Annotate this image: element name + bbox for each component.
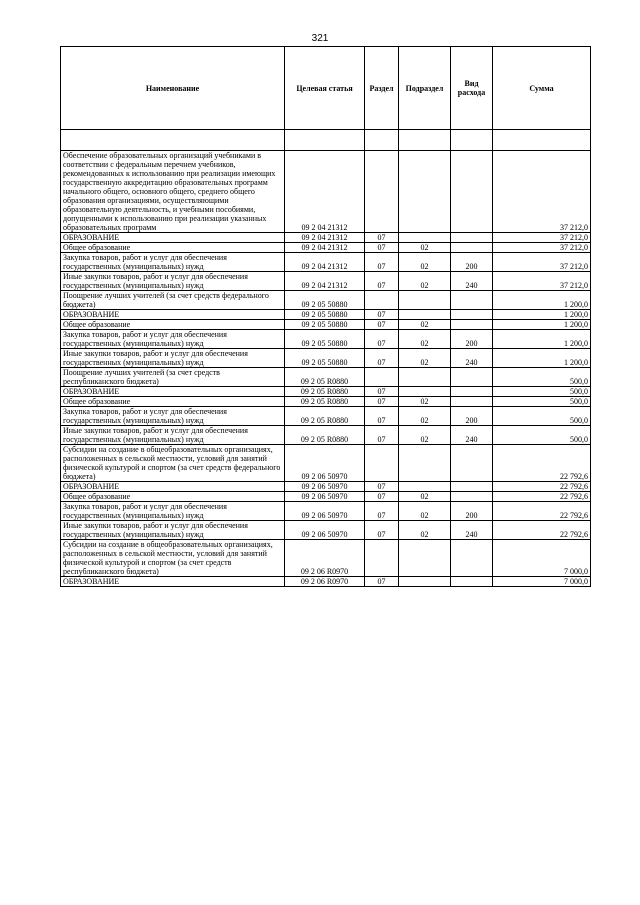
cell-subsection [399,291,451,310]
cell-expense-type: 240 [451,349,493,368]
cell-name: Закупка товаров, работ и услуг для обеспечения государственных (муниципальных) нужд [61,253,285,272]
cell-section: 07 [365,492,399,502]
cell-sum: 22 792,6 [493,502,591,521]
cell-section: 07 [365,310,399,320]
cell-target: 09 2 06 50970 [285,521,365,540]
cell-subsection: 02 [399,521,451,540]
cell-sum: 37 212,0 [493,272,591,291]
cell-expense-type: 200 [451,330,493,349]
cell-name: Закупка товаров, работ и услуг для обеспечения государственных (муниципальных) нужд [61,407,285,426]
cell-target: 09 2 04 21312 [285,151,365,233]
table-row [61,482,591,492]
cell-expense-type [451,482,493,492]
cell-name: Иные закупки товаров, работ и услуг для обеспечения государственных (муниципальных) нужд [61,272,285,291]
cell-section: 07 [365,407,399,426]
cell-target: 09 2 05 R0880 [285,368,365,387]
cell-expense-type: 240 [451,521,493,540]
cell-target: 09 2 05 50880 [285,310,365,320]
header-name: Наименование [61,47,285,130]
cell-section: 07 [365,397,399,407]
header-subsection: Подраздел [399,47,451,130]
table-row [61,502,591,521]
cell-name: Поощрение лучших учителей (за счет средств федерального бюджета) [61,291,285,310]
table-row [61,397,591,407]
cell-sum: 22 792,6 [493,482,591,492]
cell-section: 07 [365,253,399,272]
cell-name: Иные закупки товаров, работ и услуг для обеспечения государственных (муниципальных) нужд [61,426,285,445]
cell-target: 09 2 06 R0970 [285,577,365,587]
cell-name: ОБРАЗОВАНИЕ [61,577,285,587]
cell-target: 09 2 06 50970 [285,502,365,521]
cell-subsection: 02 [399,253,451,272]
cell-section: 07 [365,320,399,330]
cell-subsection: 02 [399,407,451,426]
cell-sum: 1 200,0 [493,349,591,368]
page-number: 321 [311,33,329,44]
cell-subsection: 02 [399,330,451,349]
cell-sum: 22 792,6 [493,492,591,502]
cell-target: 09 2 05 50880 [285,330,365,349]
table-row [61,272,591,291]
cell-sum: 22 792,6 [493,521,591,540]
table-row [61,320,591,330]
table-row [61,349,591,368]
spacer-row [61,130,591,151]
table-row [61,233,591,243]
cell-sum: 500,0 [493,397,591,407]
cell-subsection [399,482,451,492]
cell-sum: 37 212,0 [493,233,591,243]
cell-name: ОБРАЗОВАНИЕ [61,310,285,320]
cell-subsection [399,540,451,577]
cell-sum: 37 212,0 [493,151,591,233]
cell-section: 07 [365,577,399,587]
cell-expense-type [451,368,493,387]
cell-target: 09 2 05 R0880 [285,407,365,426]
cell-name: Субсидии на создание в общеобразовательных организациях, расположенных в сельской местности, условий для занятий физической культурой и спортом (за счет средств федерального бюджета) [61,445,285,482]
cell-section: 07 [365,233,399,243]
cell-target: 09 2 05 50880 [285,320,365,330]
cell-expense-type [451,445,493,482]
cell-section: 07 [365,272,399,291]
cell-name: Общее образование [61,397,285,407]
cell-target: 09 2 05 R0880 [285,426,365,445]
cell-subsection [399,368,451,387]
cell-sum: 500,0 [493,426,591,445]
cell-name: Иные закупки товаров, работ и услуг для обеспечения государственных (муниципальных) нужд [61,521,285,540]
cell-subsection [399,233,451,243]
cell-expense-type: 200 [451,502,493,521]
cell-target: 09 2 06 50970 [285,482,365,492]
cell-subsection: 02 [399,272,451,291]
cell-name: Поощрение лучших учителей (за счет средств республиканского бюджета) [61,368,285,387]
cell-subsection [399,310,451,320]
cell-sum: 1 200,0 [493,330,591,349]
cell-name: Обеспечение образовательных организаций учебниками в соответствии с федеральным перечнем учебников, рекомендованных к использованию при реализации имеющих государственную аккредитацию образовательных программ начального общего, основного общего, среднего общего образования организациями, осуществляющими образовательную деятельность, и учебными пособиями, допущенными к использованию при реализации указанных образовательных программ [61,151,285,233]
cell-expense-type [451,320,493,330]
cell-name: Закупка товаров, работ и услуг для обеспечения государственных (муниципальных) нужд [61,330,285,349]
cell-subsection [399,151,451,233]
cell-name: ОБРАЗОВАНИЕ [61,482,285,492]
cell-expense-type: 240 [451,426,493,445]
cell-expense-type [451,291,493,310]
table-row [61,330,591,349]
header-section: Раздел [365,47,399,130]
cell-expense-type: 240 [451,272,493,291]
cell-sum: 500,0 [493,368,591,387]
cell-sum: 500,0 [493,407,591,426]
cell-name: Субсидии на создание в общеобразовательных организациях, расположенных в сельской местности, условий для занятий физической культурой и спортом (за счет средств республиканского бюджета) [61,540,285,577]
cell-expense-type [451,397,493,407]
cell-section [365,291,399,310]
cell-sum: 22 792,6 [493,445,591,482]
cell-section [365,151,399,233]
table-row [61,310,591,320]
cell-expense-type [451,540,493,577]
cell-subsection: 02 [399,320,451,330]
table-row [61,445,591,482]
cell-section: 07 [365,243,399,253]
cell-name: ОБРАЗОВАНИЕ [61,387,285,397]
cell-sum: 7 000,0 [493,540,591,577]
cell-sum: 500,0 [493,387,591,397]
header-row [61,47,591,130]
cell-section: 07 [365,426,399,445]
cell-subsection: 02 [399,397,451,407]
table-row [61,577,591,587]
cell-name: ОБРАЗОВАНИЕ [61,233,285,243]
cell-section: 07 [365,330,399,349]
header-target: Целевая статья [285,47,365,130]
cell-subsection [399,577,451,587]
cell-name: Общее образование [61,320,285,330]
cell-subsection: 02 [399,492,451,502]
cell-target: 09 2 06 50970 [285,492,365,502]
cell-subsection: 02 [399,243,451,253]
cell-sum: 7 000,0 [493,577,591,587]
cell-expense-type [451,387,493,397]
cell-expense-type: 200 [451,253,493,272]
cell-sum: 1 200,0 [493,320,591,330]
cell-expense-type [451,151,493,233]
table-row [61,426,591,445]
header-sum: Сумма [493,47,591,130]
cell-name: Общее образование [61,492,285,502]
cell-target: 09 2 04 21312 [285,233,365,243]
cell-expense-type [451,243,493,253]
cell-target: 09 2 06 50970 [285,445,365,482]
cell-subsection: 02 [399,349,451,368]
cell-expense-type [451,310,493,320]
cell-target: 09 2 05 R0880 [285,397,365,407]
cell-expense-type: 200 [451,407,493,426]
cell-subsection: 02 [399,426,451,445]
cell-sum: 37 212,0 [493,253,591,272]
table-row [61,291,591,310]
cell-target: 09 2 04 21312 [285,243,365,253]
cell-sum: 1 200,0 [493,310,591,320]
table-row [61,151,591,233]
cell-section: 07 [365,482,399,492]
cell-section: 07 [365,521,399,540]
table-row [61,407,591,426]
table-row [61,387,591,397]
cell-name: Общее образование [61,243,285,253]
cell-name: Иные закупки товаров, работ и услуг для обеспечения государственных (муниципальных) нужд [61,349,285,368]
cell-section: 07 [365,387,399,397]
table-row [61,243,591,253]
cell-target: 09 2 05 R0880 [285,387,365,397]
table-body [61,130,591,587]
cell-expense-type [451,492,493,502]
table-row [61,540,591,577]
header-expense-type: Вид расхода [451,47,493,130]
cell-target: 09 2 05 50880 [285,291,365,310]
table-row [61,368,591,387]
cell-expense-type [451,577,493,587]
table-row [61,521,591,540]
cell-target: 09 2 06 R0970 [285,540,365,577]
cell-section [365,445,399,482]
cell-section: 07 [365,502,399,521]
cell-section [365,540,399,577]
cell-target: 09 2 04 21312 [285,272,365,291]
table-row [61,492,591,502]
cell-expense-type [451,233,493,243]
cell-sum: 1 200,0 [493,291,591,310]
cell-subsection [399,387,451,397]
cell-subsection: 02 [399,502,451,521]
cell-name: Закупка товаров, работ и услуг для обеспечения государственных (муниципальных) нужд [61,502,285,521]
cell-section: 07 [365,349,399,368]
cell-subsection [399,445,451,482]
cell-sum: 37 212,0 [493,243,591,253]
cell-target: 09 2 04 21312 [285,253,365,272]
table-row [61,253,591,272]
cell-target: 09 2 05 50880 [285,349,365,368]
budget-table [60,46,591,587]
cell-section [365,368,399,387]
